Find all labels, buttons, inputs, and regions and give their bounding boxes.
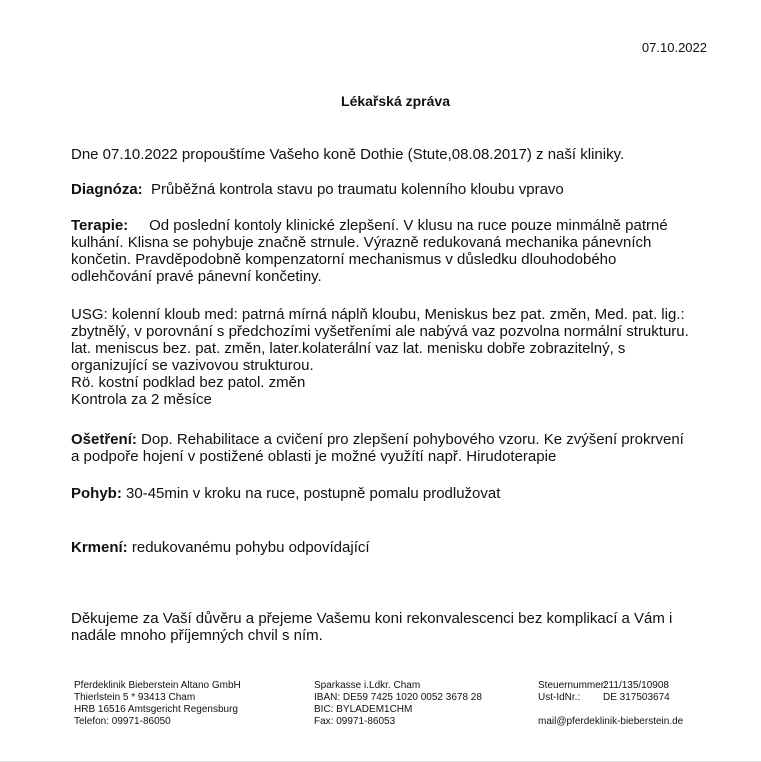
feeding-text: redukovanému pohybu odpovídající (131, 539, 370, 556)
closing-line: nadále mnoho příjemných chvil s ním. (71, 627, 323, 644)
diagnosis-text: Průběžná kontrola stavu po traumatu kolenního kloubu vpravo (151, 181, 564, 198)
footer-line: Pferdeklinik Bieberstein Altano GmbH (74, 680, 241, 691)
feeding-section (71, 539, 711, 556)
treatment-line: a podpoře hojení v postižené oblasti je možné využítí např. Hirudoterapie (71, 448, 557, 465)
tax-number-label: Steuernummer: (538, 680, 607, 691)
diagnosis-section (71, 181, 711, 198)
document-title: Lékařská zpráva (341, 93, 450, 109)
therapy-line: Od poslední kontoly klinické zlepšení. V klusu na ruce pouze minmálně patrné (149, 217, 668, 234)
vat-id-row (538, 692, 683, 704)
therapy-line: končetin. Pravděpodobně kompenzatorní mechanismus v důsledku dlouhodobého (71, 251, 617, 268)
therapy-line: odlehčování pravé pánevní končetiny. (71, 268, 322, 285)
tax-number-value: 211/135/10908 (603, 680, 669, 691)
vat-id-label: Ust-IdNr.: (538, 692, 581, 703)
diagnosis-label: Diagnóza: (71, 181, 143, 198)
feeding-label: Krmení: (71, 539, 128, 556)
therapy-line: kulhání. Klisna se pohybuje značně strnule. Výrazně redukovaná mechanika pánevních (71, 234, 652, 251)
therapy-section (71, 217, 711, 285)
tax-number-row (538, 680, 683, 692)
footer-line: Telefon: 09971-86050 (74, 716, 171, 727)
exercise-text: 30-45min v kroku na ruce, postupně pomalu prodlužovat (126, 485, 501, 502)
footer-line: BIC: BYLADEM1CHM (314, 704, 413, 715)
usg-line: lat. meniscus bez. pat. změn, later.kolaterální vaz lat. menisku dobře zobrazitelný, s (71, 340, 626, 357)
footer-email[interactable]: mail@pferdeklinik-bieberstein.de (538, 716, 684, 727)
treatment-line: Dop. Rehabilitace a cvičení pro zlepšení pohybového vzoru. Ke zvýšení prokrvení (141, 431, 684, 448)
document-date: 07.10.2022 (641, 40, 707, 55)
usg-line: Kontrola za 2 měsíce (71, 391, 212, 408)
vat-id-value: DE 317503674 (603, 692, 670, 703)
usg-line: Rö. kostní podklad bez patol. změn (71, 374, 306, 391)
footer-line: Thierlstein 5 * 93413 Cham (74, 692, 196, 703)
ultrasound-section (71, 306, 711, 408)
footer-tax (538, 680, 683, 728)
usg-line: USG: kolenní kloub med: patrná mírná náplň kloubu, Meniskus bez pat. změn, Med. pat. lig.: (71, 306, 685, 323)
exercise-label: Pohyb: (71, 485, 122, 502)
footer-company (74, 680, 241, 728)
closing-paragraph (71, 610, 711, 644)
footer-bank (314, 680, 482, 728)
treatment-section (71, 431, 711, 465)
exercise-section (71, 485, 711, 502)
footer-line: Fax: 09971-86053 (314, 716, 396, 727)
usg-line: organizující se vazivovou strukturou. (71, 357, 314, 374)
footer-line: HRB 16516 Amtsgericht Regensburg (74, 704, 238, 715)
therapy-label: Terapie: (71, 217, 129, 234)
footer-line: IBAN: DE59 7425 1020 0052 3678 28 (314, 692, 482, 703)
treatment-label: Ošetření: (71, 431, 137, 448)
usg-line: zbytnělý, v porovnání s předchozími vyšetřeními ale nabývá vaz pozvolna normální strukturu. (71, 323, 689, 340)
closing-line: Děkujeme za Vaší důvěru a přejeme Vašemu koni rekonvalescenci bez komplikací a Vám i (71, 610, 673, 627)
footer-line: Sparkasse i.Ldkr. Cham (314, 680, 421, 691)
intro-paragraph: Dne 07.10.2022 propouštíme Vašeho koně Dothie (Stute,08.08.2017) z naší kliniky. (71, 146, 625, 163)
